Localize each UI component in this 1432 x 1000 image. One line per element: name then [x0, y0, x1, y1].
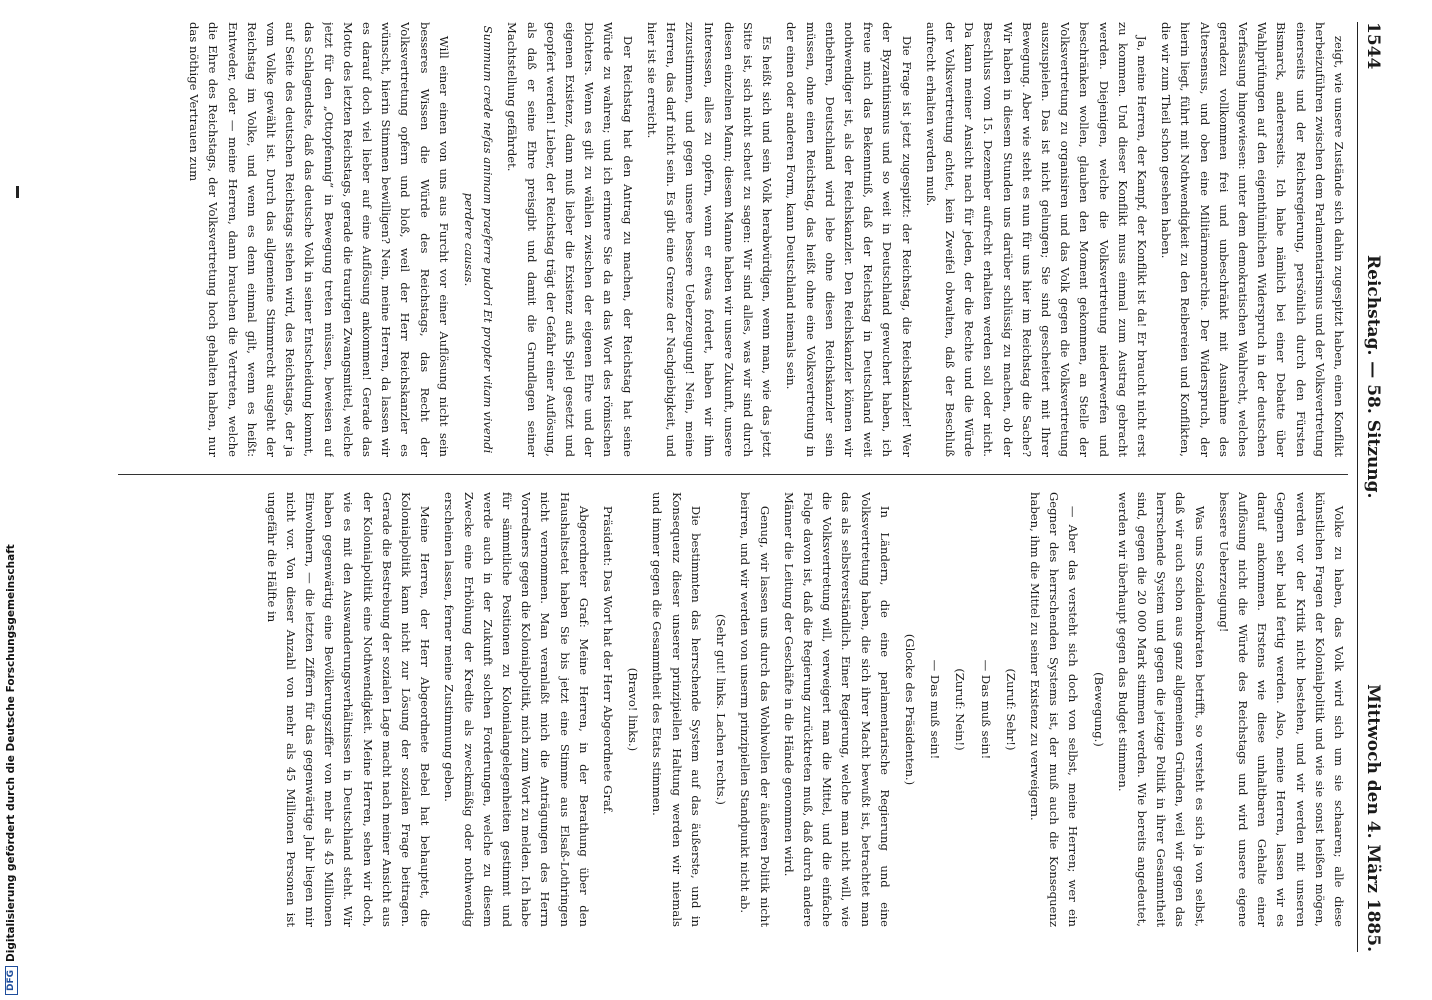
paragraph: (Sehr gut! links. Lachen rechts.)	[714, 614, 729, 805]
paragraph: In Ländern, die eine parlamentarische Regierung und eine Volksvertretung haben, die sich ihrer Macht bewußt ist, betrachtet man das als selbstverständlich. Einer Regierung, welche man nicht will, wie die Volksvertretung will, verweigert man die Mittel, und die einfache Folge davon ist, daß die Regierung zurücktreten muß, daß durch andere Männer die Leitung der Geschäfte in die Hände genommen wird.	[781, 492, 892, 927]
paragraph: Abgeordneter Graf: Meine Herren, in der Berathung über den Haushaltsetat haben Sie bis jetzt eine Stimme aus Elsaß-Lothringen nicht vernommen. Man veranlaßt mich die Anträgungen des Herrn Vorredners gegen die Kolonialpolitik, mich zum Wort zu melden. Ich habe für sämmtliche Positionen zu Kolonialangelegenheiten gestimmt und werde auch in der Zukunft solchen Forderungen, welche zu diesem Zwecke eine Erhöhung der Kredite als zweckmäßig oder nothwendig erscheinen lassen, ferner meine Zustimmung geben.	[442, 492, 591, 927]
rotated-text-frame	[116, 22, 1388, 952]
paragraph: Volke zu haben, das Volk wird sich um sie schaaren; alle diese künstlichen Fragen der Kolonialpolitik und wie sie sonst heißen mögen, werden vor der Kritik nicht bestehen, und wir werden mit unseren Gegnern sehr bald fertig werden. Also, meine Herren, lassen wir es darauf ankommen. Erstens wie diese unhaltbaren Gehalte einer Auflösung nicht die Würde des Reichstags und wird unsere eigene bessere Ueberzeugung!	[1216, 492, 1346, 927]
paragraph: (Bravo! links.)	[626, 667, 641, 752]
column-divider	[118, 474, 1348, 475]
header-date: Mittwoch den 4. März 1885.	[1363, 684, 1383, 952]
dfg-logo: DFG	[5, 966, 18, 995]
paragraph: (Zuruf: Nein!)	[953, 668, 968, 751]
digitization-credit	[4, 0, 18, 995]
paragraph: Es heißt sich und sein Volk herabwürdigen, wenn man, wie das jetzt Sitte ist, sich nicht scheut zu sagen: Wir sind alles, was wir sind durch diesen einzelnen Mann; diesem Manne haben wir unsere Zukunft, unsere Interessen, alles zu opfern, wenn er etwas fordert, haben wir ihm zuzustimmen, und gegen unsere bessere Ueberzeugung! Nein, meine Herren, das darf nicht sein. Es gibt eine Grenze der Nachgiebigkeit, und hier ist sie erreicht.	[644, 22, 775, 457]
paragraph: (Glocke des Präsidenten.)	[902, 633, 917, 786]
paragraph: Summum crede nefas animam praeferre pudori Et propter vitam vivendi perdere causas.	[462, 25, 496, 454]
left-column	[118, 22, 1348, 457]
paragraph: — Das muß sein!	[978, 659, 993, 760]
right-column	[118, 492, 1348, 927]
paragraph: Der Reichstag hat den Antrag zu machen, der Reichstag hat seine Würde zu wahren; und ich erinnere Sie da an das Wort des römischen Dichters. Wenn es gilt zu wählen zwischen der eigenen Ehre und der eigenen Existenz, dann muß lieber die Existenz aufs Spiel gesetzt und geopfert werden! Lieber, der Reichstag trägt der Gefahr einer Auflösung, als daß er seine Ehre preisgibt und damit die Grundlagen seiner Machtstellung gefährdet.	[505, 22, 635, 457]
paragraph: — Aber das versteht sich doch von selbst, meine Herren; wer ein Gegner des herrschenden Systems ist, der muß auch die Konsequenz haben, ihm die Mittel zu seiner Existenz zu verweigern.	[1027, 492, 1081, 927]
header-title: Reichstag. — 58. Sitzung.	[1363, 255, 1383, 499]
paragraph: Die bestimmten das herrschende System auf das äußerste, und in Konsequenz dieser unserer prinzipiellen Haltung werden wir niemals und immer gegen die Gesammtheit des Etats stimmen.	[650, 492, 703, 927]
paragraph: Präsident: Das Wort hat der Herr Abgeordnete Graf.	[601, 505, 616, 815]
paragraph: (Bewegung.)	[1091, 672, 1106, 747]
paragraph: Will einer einen von uns aus Furcht vor einer Auflösung nicht sein besseres Wissen die Würde des Reichstags, das Recht der Volksvertretung opfern und bloß, weil der Herr Reichskanzler es wünscht, hierin Stimmen bewilligen? Nein, meine Herren, da lassen wir es darauf doch viel lieber auf eine Auflösung ankommen! Gerade das Motto des letzten Reichstags, gerade die traurigen Zwangsmittel, welche jetzt für den „Ottopfennig“ in Bewegung treten müssen, beweisen auf das Schlagendste, daß das deutsche Volk in seiner Entscheidung kommt, auf Seite des deutschen Reichstags stehen wird, des Reichstags, der ja vom Volke gewählt ist. Durch das allgemeine Stimmrecht ausgeht der Reichstag im Volke, und wenn es denn einmal gilt, wenn es heißt: Entweder, oder — meine Herren, dann brauchen die Vertreten, welche die Ehre des Reichstags, der Volksvertretung hoch gehalten haben, nur das nöthige Vertrauen zum	[187, 22, 451, 457]
paragraph: Die Frage ist jetzt zugespitzt: der Reichstag, die Reichskanzler! Wer der Byzantinismus und so weit in Deutschland gewuchert haben, ich freue mich das Bekenntniß, daß der Reichstag in Deutschland weit nothwendiger ist, als der Reichskanzler. Den Reichskanzler können wir entbehren, Deutschland wird lebe ohne diesen Reichskanzler sein müssen, ohne einen Reichstag, das heißt ohne eine Volksvertretung in der einen oder anderen Form, kann Deutschland niemals sein.	[784, 22, 914, 457]
paragraph: Ja, meine Herren, der Kampf, der Konflikt ist da! Er braucht nicht erst zu kommen. Und dieser Konflikt muss einmal zum Austrag gebracht werden. Diejenigen, welche die Volksvertretung niederwerfen und beschränken wollen, glauben den Moment gekommen, an Stelle der Volksvertretung zu organisiren und das Volk gegen die Volksvertretung auszuspielen. Das ist nicht gelungen; Sie sind gescheitert mit Ihrer Bewegung. Aber wie steht es nun für uns hier im Reichstag die Sache? Wir haben in diesem Stunden uns darüber schlüssig zu machen, ob der Beschluss vom 15. Dezember aufrecht erhalten werden soll oder nicht. Da kann meiner Ansicht nach für jeden, der die Rechte und die Würde der Volksvertretung achtet, kein Zweifel obwalten, daß der Beschluß aufrecht erhalten werden muß.	[923, 22, 1149, 457]
paragraph: Was uns Sozialdemokraten betrifft, so versteht es sich ja von selbst, daß wir auch schon aus ganz allgemeinen Gründen, weil wir gegen das herrschende System und gegen die jetzige Politik in ihrer Gesammtheit sind, gegen die 20 000 Mark stimmen werden. Wie bereits angedeutet, werden wir überhaupt gegen das Budget stimmen.	[1115, 492, 1207, 927]
paragraph: Genug, wir lassen uns durch das Wohlwollen der äußeren Politik nicht beirren, und wir werden von unserm prinzipiellen Standpunkt nicht ab.	[738, 492, 772, 927]
page-number: 1544	[1363, 22, 1383, 70]
credit-text: Digitalisierung gefördert durch die Deutsche Forschungsgemeinschaft	[5, 544, 17, 962]
paragraph: (Zuruf: Sehr!)	[1003, 668, 1018, 751]
paragraph: — Das muß sein!	[928, 659, 943, 760]
paragraph: Meine Herren, der Herr Abgeordnete Bebel hat behauptet, die Kolonialpolitik kann nicht zur Lösung der sozialen Frage beitragen. Gerade die Bestrebung der sozialen Lage macht nach meiner Ansicht aus der Kolonialpolitik eine Nothwendigkeit. Meine Herren, sehen wir doch, wie es mit den Auswanderungsverhältnissen in Deutschland steht. Wir haben gegenwärtig eine Bevölkerungsziffer von mehr als 45 Millionen Einwohnern, — die letzten Ziffern für das gegenwärtige Jahr liegen mir nicht vor. Von dieser Anzahl von mehr als 45 Millionen Personen ist ungefähr die Hälfte in	[264, 492, 433, 927]
running-header	[1357, 22, 1388, 952]
paragraph: zeigt, wie unsere Zustände sich dahin zugespitzt haben, einen Konflikt herbeizuführen zwischen dem Parlamentarismus und der Volksvertretung einerseits und der Reichsregierung, persönlich durch den Fürsten Bismarck, andererseits. Ich habe nämlich bei einer Debatte über Wahlprüfungen auf den eigenthümlichen Widerspruch in der deutschen Verfassung hingewiesen: unter dem demokratischen Wahlrecht, welches geradezu vollkommen frei und unbeschränkt mit Ausnahme des Altersensus, und oben eine Militärmonarchie. Der Widerspruch, der hierin liegt, führt mit Nothwendigkeit zu den Reibereien und Konflikten, die wir zum Theil schon gesehen haben.	[1159, 22, 1346, 457]
